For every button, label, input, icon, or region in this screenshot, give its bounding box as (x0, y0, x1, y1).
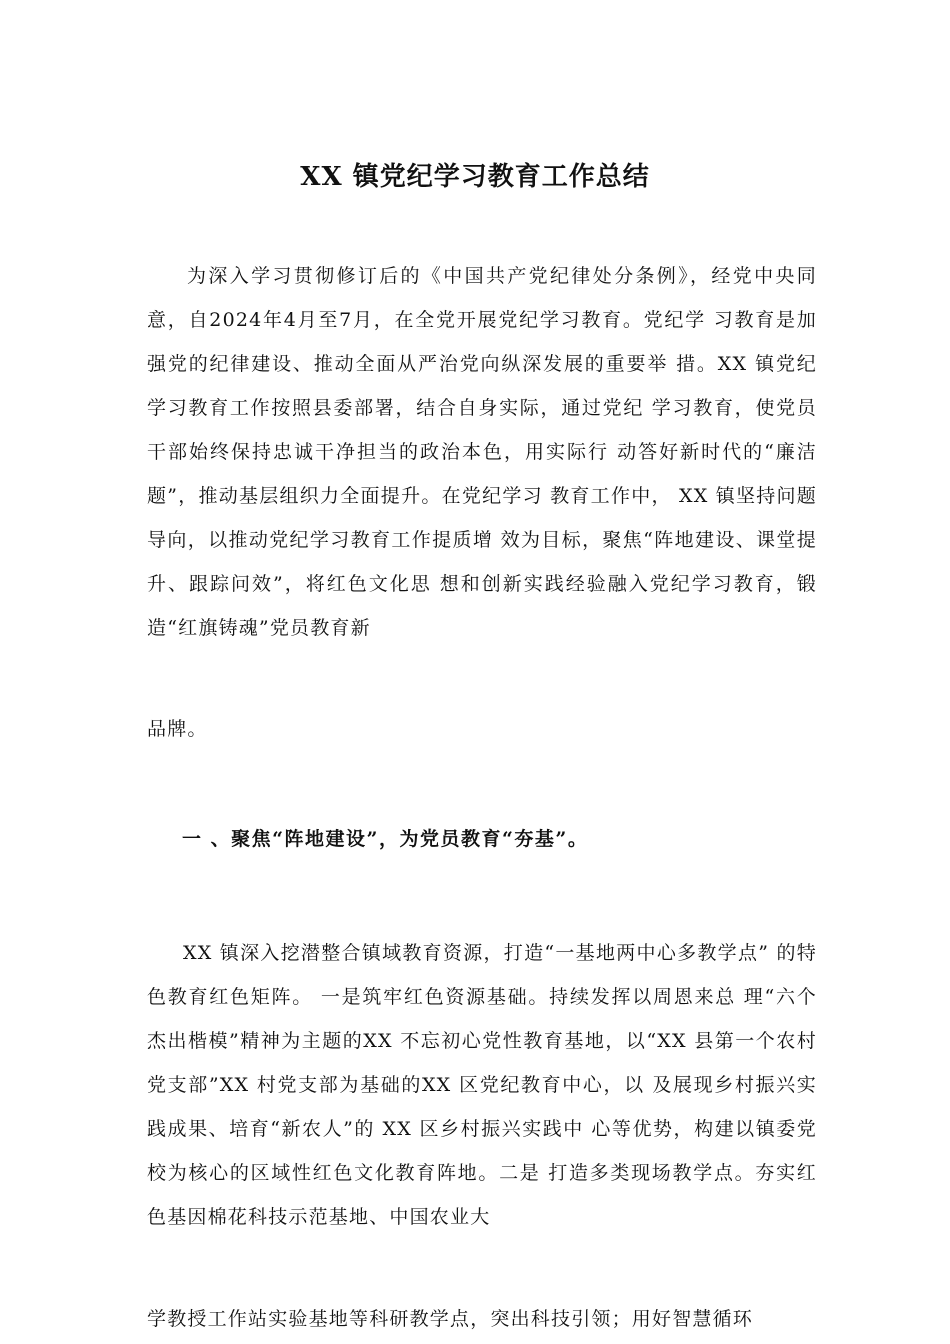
section-1-paragraph-tail: 学教授工作站实验基地等科研教学点，突出科技引领；用好智慧循环 (147, 1308, 754, 1330)
section-1-paragraph: XX 镇深入挖潜整合镇域教育资源，打造“一基地两中心多教学点” 的特色教育红色矩阵。 一是筑牢红色资源基础。持续发挥以周恩来总 理“六个杰出楷模”精神为主题的XX 不忘初心党性教育基地，以“XX 县第一个农村党支部”XX 村党支部为基础的XX 区党纪教育中心，以 及展现乡村振兴实践成果、培育“新农人”的 XX 区乡村振兴实践中 心等优势，构建以镇委党校为核心的区域性红色文化教育阵地。二是 打造多类现场教学点。夯实红色基因棉花科技示范基地、中国农业大 (147, 942, 817, 1228)
section-heading-1: 一 、聚焦“阵地建设”，为党员教育“夯基”。 (182, 828, 589, 850)
intro-paragraph-tail: 品牌。 (147, 718, 208, 740)
intro-paragraph: 为深入学习贯彻修订后的《中国共产党纪律处分条例》，经党中央同意，自2024年4月至7月，在全党开展党纪学习教育。党纪学 习教育是加强党的纪律建设、推动全面从严治党向纵深发展的重要举 措。XX 镇党纪学习教育工作按照县委部署，结合自身实际，通过党纪 学习教育，使党员干部始终保持忠诚干净担当的政治本色，用实际行 动答好新时代的“廉洁题”，推动基层组织力全面提升。在党纪学习 教育工作中， XX 镇坚持问题导向，以推动党纪学习教育工作提质增 效为目标，聚焦“阵地建设、课堂提升、跟踪问效”，将红色文化思 想和创新实践经验融入党纪学习教育，锻造“红旗铸魂”党员教育新 (147, 265, 817, 639)
document-title: XX 镇党纪学习教育工作总结 (300, 162, 650, 192)
